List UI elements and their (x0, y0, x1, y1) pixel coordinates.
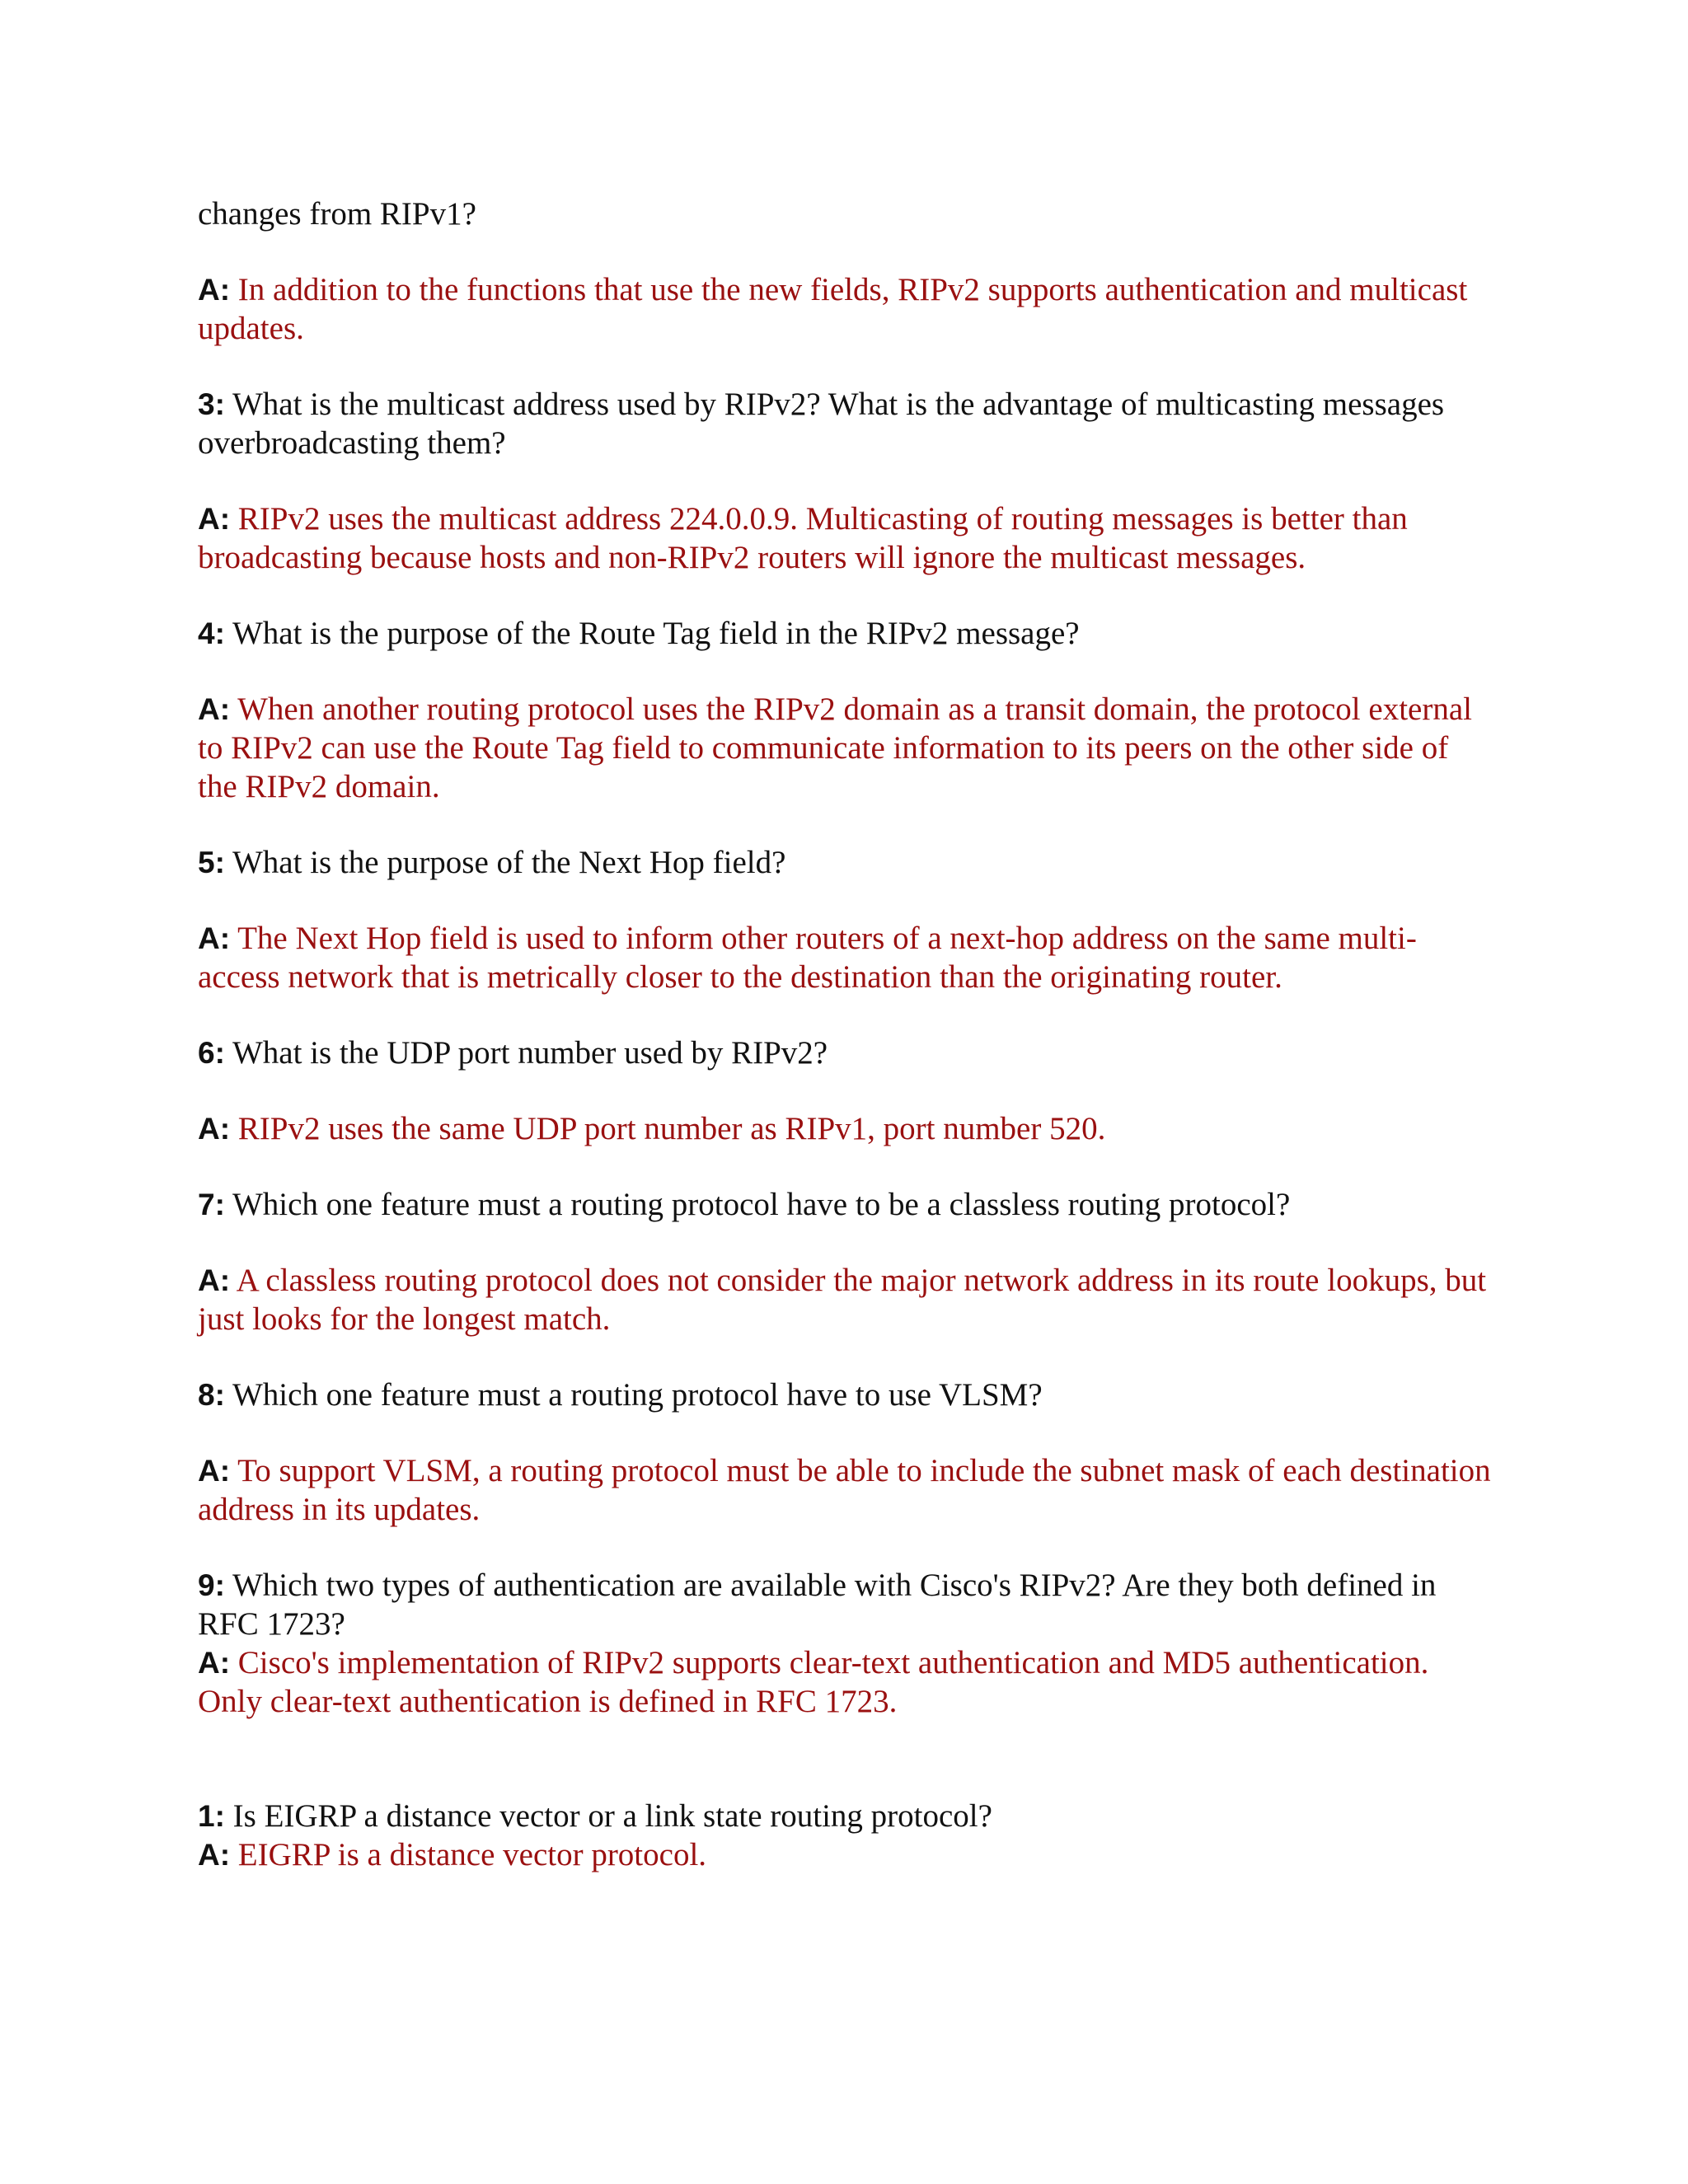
question-6 (198, 1033, 1492, 1072)
question-text: Which one feature must a routing protocol have to use VLSM? (232, 1377, 1043, 1413)
answer-text: To support VLSM, a routing protocol must be able to include the subnet mask of each destination address in its updates. (198, 1453, 1491, 1527)
question-number: 3: (198, 387, 225, 421)
answer-3 (198, 499, 1492, 577)
question-number: 9: (198, 1568, 225, 1602)
question-3 (198, 385, 1492, 462)
question-8 (198, 1376, 1492, 1414)
question-number: 6: (198, 1036, 225, 1070)
question-7 (198, 1185, 1492, 1224)
answer-9 (198, 1643, 1492, 1721)
question-9 (198, 1566, 1492, 1643)
answer-text: EIGRP is a distance vector protocol. (237, 1837, 707, 1872)
answer-label: A: (198, 273, 231, 307)
question-number: 8: (198, 1378, 225, 1412)
question-text: Which one feature must a routing protocol have to be a classless routing protocol? (232, 1187, 1291, 1222)
answer-4 (198, 690, 1492, 806)
question-number: 5: (198, 846, 225, 879)
question-text: Which two types of authentication are available with Cisco's RIPv2? Are they both defined in RFC 1723? (198, 1568, 1437, 1642)
answer-label: A: (198, 502, 231, 536)
answer-label: A: (198, 1263, 231, 1297)
answer-text: RIPv2 uses the multicast address 224.0.0.9. Multicasting of routing messages is better than broadcasting because hosts and non-RIPv2 routers will ignore the multicast messages. (198, 501, 1408, 575)
question-text: What is the multicast address used by RIPv2? What is the advantage of multicasting messages overbroadcasting them? (198, 387, 1445, 461)
answer-text: When another routing protocol uses the RIPv2 domain as a transit domain, the protocol external to RIPv2 can use the Route Tag field to communicate information to its peers on the other side of the RIPv2 domain. (198, 691, 1472, 804)
question-rip-changes-continued (198, 194, 1492, 233)
question-5 (198, 843, 1492, 882)
answer-7 (198, 1261, 1492, 1338)
answer-8 (198, 1451, 1492, 1529)
question-number: 7: (198, 1188, 225, 1221)
question-text: What is the purpose of the Route Tag field in the RIPv2 message? (232, 616, 1080, 651)
question-4 (198, 614, 1492, 653)
answer-text: The Next Hop field is used to inform other routers of a next-hop address on the same multi-access network that is metrically closer to the destination than the originating router. (198, 921, 1417, 995)
answer-text: RIPv2 uses the same UDP port number as RIPv1, port number 520. (237, 1111, 1106, 1146)
answer-label: A: (198, 1646, 231, 1680)
answer-text: Cisco's implementation of RIPv2 supports clear-text authentication and MD5 authentication. Only clear-text authentication is defined in RFC 1723. (198, 1645, 1429, 1719)
answer-5 (198, 919, 1492, 996)
question-number: 1: (198, 1799, 225, 1833)
answer-label: A: (198, 1838, 231, 1872)
answer-label: A: (198, 1112, 231, 1146)
question-text: What is the purpose of the Next Hop field? (232, 845, 786, 880)
question-number: 4: (198, 616, 225, 650)
answer-rip-changes (198, 270, 1492, 348)
answer-eigrp-1 (198, 1835, 1492, 1874)
answer-text: In addition to the functions that use the new fields, RIPv2 supports authentication and multicast updates. (198, 272, 1468, 346)
question-text: changes from RIPv1? (198, 196, 476, 232)
question-eigrp-1 (198, 1797, 1492, 1835)
question-text: Is EIGRP a distance vector or a link state routing protocol? (232, 1798, 992, 1834)
document-page (198, 194, 1492, 1911)
answer-label: A: (198, 1454, 231, 1488)
answer-label: A: (198, 921, 231, 955)
answer-label: A: (198, 692, 231, 726)
answer-text: A classless routing protocol does not consider the major network address in its route lookups, but just looks for the longest match. (198, 1263, 1487, 1337)
question-text: What is the UDP port number used by RIPv2? (232, 1035, 828, 1071)
answer-6 (198, 1109, 1492, 1148)
